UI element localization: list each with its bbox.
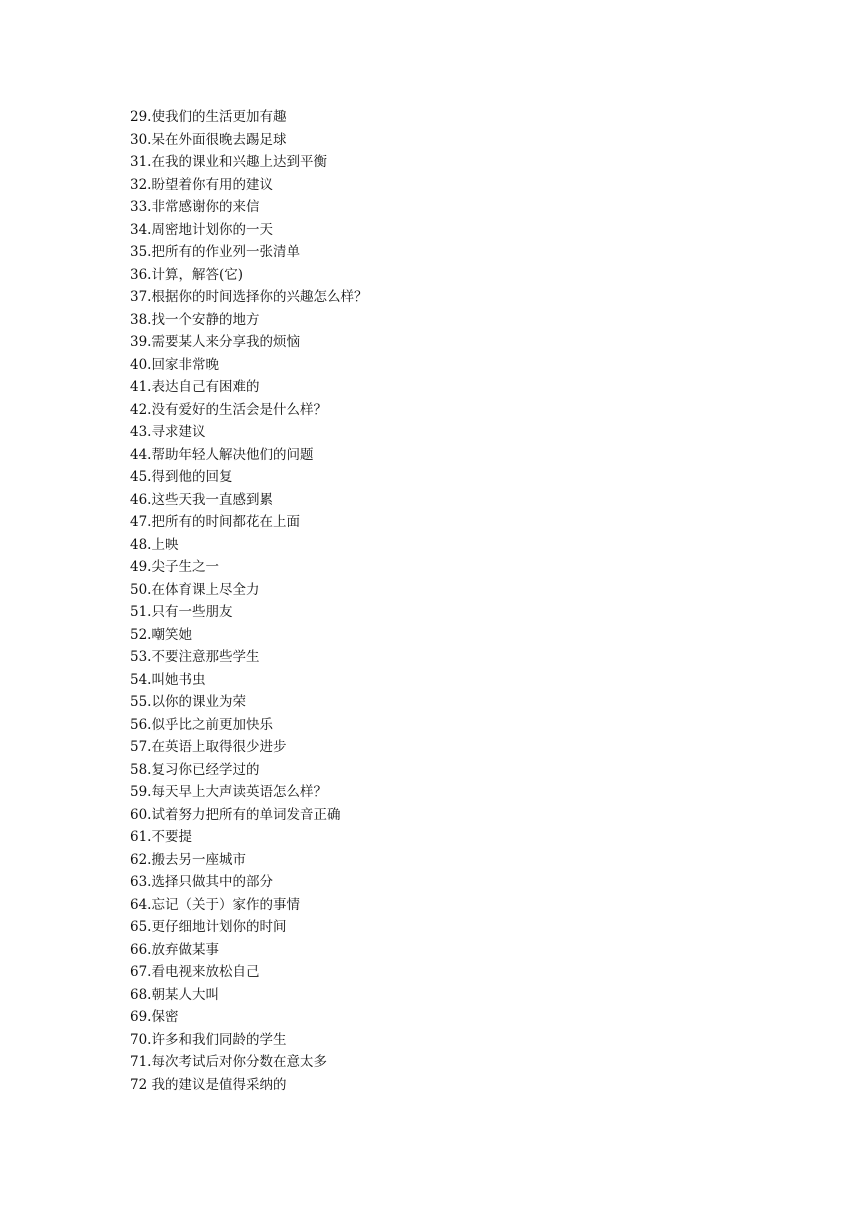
phrase-line: 68.朝某人大叫 xyxy=(130,986,219,1003)
phrase-line: 41.表达自己有困难的 xyxy=(130,379,260,395)
phrase-line: 30.呆在外面很晚去踢足球 xyxy=(130,131,287,148)
phrase-line: 40.回家非常晚 xyxy=(130,356,219,373)
phrase-line: 72 我的建议是值得采纳的 xyxy=(130,1076,287,1093)
phrase-line: 44.帮助年轻人解决他们的问题 xyxy=(130,446,314,463)
phrase-line: 57.在英语上取得很少进步 xyxy=(130,739,287,755)
phrase-line: 67.看电视来放松自己 xyxy=(130,964,260,980)
phrase-line: 34.周密地计划你的一天 xyxy=(130,221,273,238)
phrase-line: 71.每次考试后对你分数在意太多 xyxy=(130,1054,327,1070)
phrase-line: 59.每天早上大声读英语怎么样？ xyxy=(130,784,327,800)
phrase-line: 65.更仔细地计划你的时间 xyxy=(130,919,287,935)
phrase-line: 55.以你的课业为荣 xyxy=(130,694,246,710)
phrase-line: 38.找一个安静的地方 xyxy=(130,311,260,328)
phrase-line: 36.计算，解答(它) xyxy=(130,266,244,283)
phrase-line: 48.上映 xyxy=(130,536,179,553)
phrase-line: 46.这些天我一直感到累 xyxy=(130,491,273,508)
phrase-line: 45.得到他的回复 xyxy=(130,469,233,485)
phrase-line: 29.使我们的生活更加有趣 xyxy=(130,109,287,125)
phrase-line: 60.试着努力把所有的单词发音正确 xyxy=(130,806,341,823)
phrase-line: 39.需要某人来分享我的烦恼 xyxy=(130,334,300,350)
phrase-line: 49.尖子生之一 xyxy=(130,559,219,575)
phrase-line: 31.在我的课业和兴趣上达到平衡 xyxy=(130,154,327,170)
phrase-line: 32.盼望着你有用的建议 xyxy=(130,176,273,193)
phrase-line: 37.根据你的时间选择你的兴趣怎么样？ xyxy=(130,289,368,305)
phrase-line: 53.不要注意那些学生 xyxy=(130,649,260,665)
phrase-line: 47.把所有的时间都花在上面 xyxy=(130,514,300,530)
phrase-line: 63.选择只做其中的部分 xyxy=(130,874,273,890)
phrase-line: 50.在体育课上尽全力 xyxy=(130,581,260,598)
phrase-line: 35.把所有的作业列一张清单 xyxy=(130,244,300,260)
phrase-line: 64.忘记（关于）家作的事情 xyxy=(130,896,300,913)
phrase-line: 51.只有一些朋友 xyxy=(130,604,233,620)
phrase-line: 42.没有爱好的生活会是什么样？ xyxy=(130,401,327,418)
phrase-line: 70.许多和我们同龄的学生 xyxy=(130,1031,287,1048)
phrase-list xyxy=(130,106,367,1096)
phrase-line: 43.寻求建议 xyxy=(130,424,206,440)
phrase-line: 52.嘲笑她 xyxy=(130,626,192,643)
phrase-line: 58.复习你已经学过的 xyxy=(130,761,260,778)
phrase-line: 62.搬去另一座城市 xyxy=(130,851,246,868)
phrase-line: 33.非常感谢你的来信 xyxy=(130,199,260,215)
phrase-line: 56.似乎比之前更加快乐 xyxy=(130,716,273,733)
phrase-line: 54.叫她书虫 xyxy=(130,671,206,688)
phrase-line: 66.放弃做某事 xyxy=(130,941,219,958)
phrase-line: 69.保密 xyxy=(130,1009,179,1025)
phrase-line: 61.不要提 xyxy=(130,829,192,845)
